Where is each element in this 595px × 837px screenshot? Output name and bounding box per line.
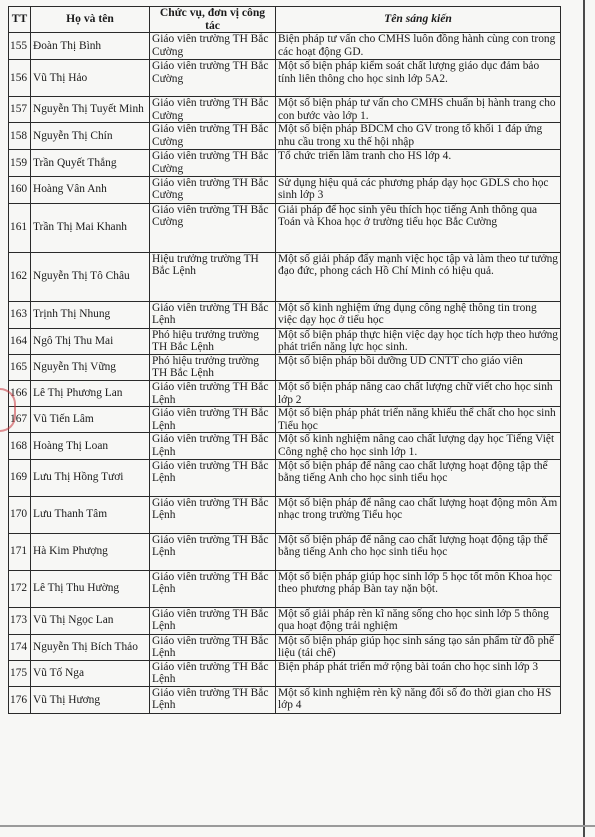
table-row (9, 252, 561, 301)
person-name: Lưu Thị Hồng Tươi (31, 459, 150, 496)
row-number: 159 (9, 150, 31, 176)
person-name: Lưu Thanh Tâm (31, 496, 150, 533)
row-number: 156 (9, 60, 31, 97)
person-name: Hoàng Vân Anh (31, 176, 150, 203)
initiative-title: Một số biện pháp giúp học sinh lớp 5 học tốt môn Khoa học theo phương pháp Bàn tay nặn bột. (276, 570, 561, 607)
initiative-title: Một số giải pháp đẩy mạnh việc học tập và làm theo tư tưởng đạo đức, phong cách Hồ Chí Minh có hiệu quả. (276, 252, 561, 301)
table-row (9, 686, 561, 713)
position-unit: Giáo viên trường TH Bắc Lệnh (150, 634, 276, 660)
row-number: 165 (9, 354, 31, 380)
table-row (9, 634, 561, 660)
table-row (9, 496, 561, 533)
position-unit: Giáo viên trường TH Bắc Cường (150, 33, 276, 60)
initiative-title: Một số biện pháp thực hiện việc dạy học tích hợp theo hướng phát triển năng lực học sinh. (276, 328, 561, 354)
position-unit: Phó hiệu trưởng trường TH Bắc Lệnh (150, 328, 276, 354)
row-number: 174 (9, 634, 31, 660)
position-unit: Giáo viên trường TH Bắc Cường (150, 176, 276, 203)
position-unit: Giáo viên trường TH Bắc Lệnh (150, 380, 276, 406)
initiative-title: Một số kinh nghiệm nâng cao chất lượng dạy học Tiếng Việt Công nghệ cho học sinh lớp 1. (276, 433, 561, 459)
row-number: 157 (9, 97, 31, 123)
position-unit: Hiệu trưởng trường TH Bắc Lệnh (150, 252, 276, 301)
position-unit: Giáo viên trường TH Bắc Cường (150, 203, 276, 252)
person-name: Trần Quyết Thắng (31, 150, 150, 176)
table-row (9, 33, 561, 60)
position-unit: Giáo viên trường TH Bắc Lệnh (150, 301, 276, 328)
header-title: Tên sáng kiến (276, 7, 561, 33)
table-row (9, 380, 561, 406)
initiative-title: Biện pháp tư vấn cho CMHS luôn đồng hành cùng con trong các hoạt động GD. (276, 33, 561, 60)
table-row (9, 533, 561, 570)
table-row (9, 570, 561, 607)
row-number: 176 (9, 686, 31, 713)
header-tt: TT (9, 7, 31, 33)
initiative-title: Một số kinh nghiệm rèn kỹ năng đổi số đo thời gian cho HS lớp 4 (276, 686, 561, 713)
initiative-title: Một số biện pháp nâng cao chất lượng chữ viết cho học sinh lớp 2 (276, 380, 561, 406)
person-name: Nguyễn Thị Tuyết Minh (31, 97, 150, 123)
table-row (9, 97, 561, 123)
table-row (9, 301, 561, 328)
table-header-row (9, 7, 561, 33)
position-unit: Giáo viên trường TH Bắc Lệnh (150, 407, 276, 433)
initiative-title: Một số biện pháp kiểm soát chất lượng giáo dục đảm bảo tính liên thông cho học sinh lớp 5A2. (276, 60, 561, 97)
row-number: 160 (9, 176, 31, 203)
initiative-title: Một số biện pháp để nâng cao chất lượng hoạt động tập thể bằng tiếng Anh cho học sinh tiểu học (276, 533, 561, 570)
table-row (9, 660, 561, 686)
position-unit: Phó hiệu trưởng trường TH Bắc Lệnh (150, 354, 276, 380)
initiatives-table (8, 6, 561, 714)
header-name: Họ và tên (31, 7, 150, 33)
person-name: Vũ Tố Nga (31, 660, 150, 686)
initiative-title: Một số biện pháp phát triển năng khiếu thể chất cho học sinh Tiểu học (276, 407, 561, 433)
person-name: Nguyễn Thị Chín (31, 123, 150, 150)
row-number: 163 (9, 301, 31, 328)
person-name: Vũ Thị Hảo (31, 60, 150, 97)
person-name: Hà Kim Phượng (31, 533, 150, 570)
row-number: 162 (9, 252, 31, 301)
row-number: 155 (9, 33, 31, 60)
position-unit: Giáo viên trường TH Bắc Lệnh (150, 570, 276, 607)
row-number: 173 (9, 607, 31, 634)
initiative-title: Giải pháp để học sinh yêu thích học tiếng Anh thông qua Toán và Khoa học ở trường tiểu học Bắc Cường (276, 203, 561, 252)
row-number: 172 (9, 570, 31, 607)
person-name: Nguyễn Thị Bích Thảo (31, 634, 150, 660)
row-number: 175 (9, 660, 31, 686)
person-name: Trần Thị Mai Khanh (31, 203, 150, 252)
initiative-title: Một số biện pháp tư vấn cho CMHS chuẩn bị hành trang cho con bước vào lớp 1. (276, 97, 561, 123)
row-number: 166 (9, 380, 31, 406)
position-unit: Giáo viên trường TH Bắc Cường (150, 150, 276, 176)
header-role: Chức vụ, đơn vị công tác (150, 7, 276, 33)
position-unit: Giáo viên trường TH Bắc Lệnh (150, 607, 276, 634)
table-row (9, 459, 561, 496)
table-row (9, 407, 561, 433)
page-edge-right (583, 0, 585, 837)
initiative-title: Tổ chức triển lãm tranh cho HS lớp 4. (276, 150, 561, 176)
position-unit: Giáo viên trường TH Bắc Lệnh (150, 533, 276, 570)
position-unit: Giáo viên trường TH Bắc Cường (150, 60, 276, 97)
person-name: Nguyễn Thị Vững (31, 354, 150, 380)
table-row (9, 203, 561, 252)
row-number: 161 (9, 203, 31, 252)
initiative-title: Một số kinh nghiệm ứng dụng công nghệ thông tin trong việc dạy học ở tiểu học (276, 301, 561, 328)
initiative-title: Sử dụng hiệu quả các phương pháp dạy học GDLS cho học sinh lớp 3 (276, 176, 561, 203)
position-unit: Giáo viên trường TH Bắc Lệnh (150, 459, 276, 496)
person-name: Ngô Thị Thu Mai (31, 328, 150, 354)
table-row (9, 123, 561, 150)
initiative-title: Một số biện pháp để nâng cao chất lượng hoạt động môn Âm nhạc trong trường Tiểu học (276, 496, 561, 533)
person-name: Vũ Thị Hương (31, 686, 150, 713)
table-row (9, 60, 561, 97)
initiative-title: Biện pháp phát triển mở rộng bài toán cho học sinh lớp 3 (276, 660, 561, 686)
row-number: 168 (9, 433, 31, 459)
person-name: Nguyễn Thị Tô Châu (31, 252, 150, 301)
position-unit: Giáo viên trường TH Bắc Lệnh (150, 686, 276, 713)
position-unit: Giáo viên trường TH Bắc Cường (150, 123, 276, 150)
position-unit: Giáo viên trường TH Bắc Lệnh (150, 496, 276, 533)
initiative-title: Một số biện pháp bồi dưỡng UD CNTT cho giáo viên (276, 354, 561, 380)
table-row (9, 607, 561, 634)
row-number: 169 (9, 459, 31, 496)
person-name: Lê Thị Phương Lan (31, 380, 150, 406)
person-name: Đoàn Thị Bình (31, 33, 150, 60)
row-number: 170 (9, 496, 31, 533)
initiative-title: Một số biện pháp giúp học sinh sáng tạo sản phẩm từ đồ phế liệu (tái chế) (276, 634, 561, 660)
initiative-title: Một số giải pháp rèn kĩ năng sống cho học sinh lớp 5 thông qua hoạt động trải nghiệm (276, 607, 561, 634)
person-name: Lê Thị Thu Hường (31, 570, 150, 607)
row-number: 171 (9, 533, 31, 570)
table-body (9, 33, 561, 714)
row-number: 158 (9, 123, 31, 150)
initiative-title: Một số biện pháp BDCM cho GV trong tổ khối 1 đáp ứng nhu cầu trong xu thế hội nhập (276, 123, 561, 150)
person-name: Vũ Thị Ngọc Lan (31, 607, 150, 634)
row-number: 164 (9, 328, 31, 354)
table-row (9, 150, 561, 176)
table-row (9, 433, 561, 459)
page-edge-bottom (0, 825, 595, 827)
position-unit: Giáo viên trường TH Bắc Cường (150, 97, 276, 123)
person-name: Hoàng Thị Loan (31, 433, 150, 459)
initiative-title: Một số biện pháp để nâng cao chất lượng hoạt động tập thể bằng tiếng Anh cho học sinh tiểu học (276, 459, 561, 496)
person-name: Vũ Tiến Lâm (31, 407, 150, 433)
table-row (9, 176, 561, 203)
table-row (9, 328, 561, 354)
table-row (9, 354, 561, 380)
position-unit: Giáo viên trường TH Bắc Lệnh (150, 660, 276, 686)
position-unit: Giáo viên trường TH Bắc Lệnh (150, 433, 276, 459)
person-name: Trịnh Thị Nhung (31, 301, 150, 328)
row-number: 167 (9, 407, 31, 433)
